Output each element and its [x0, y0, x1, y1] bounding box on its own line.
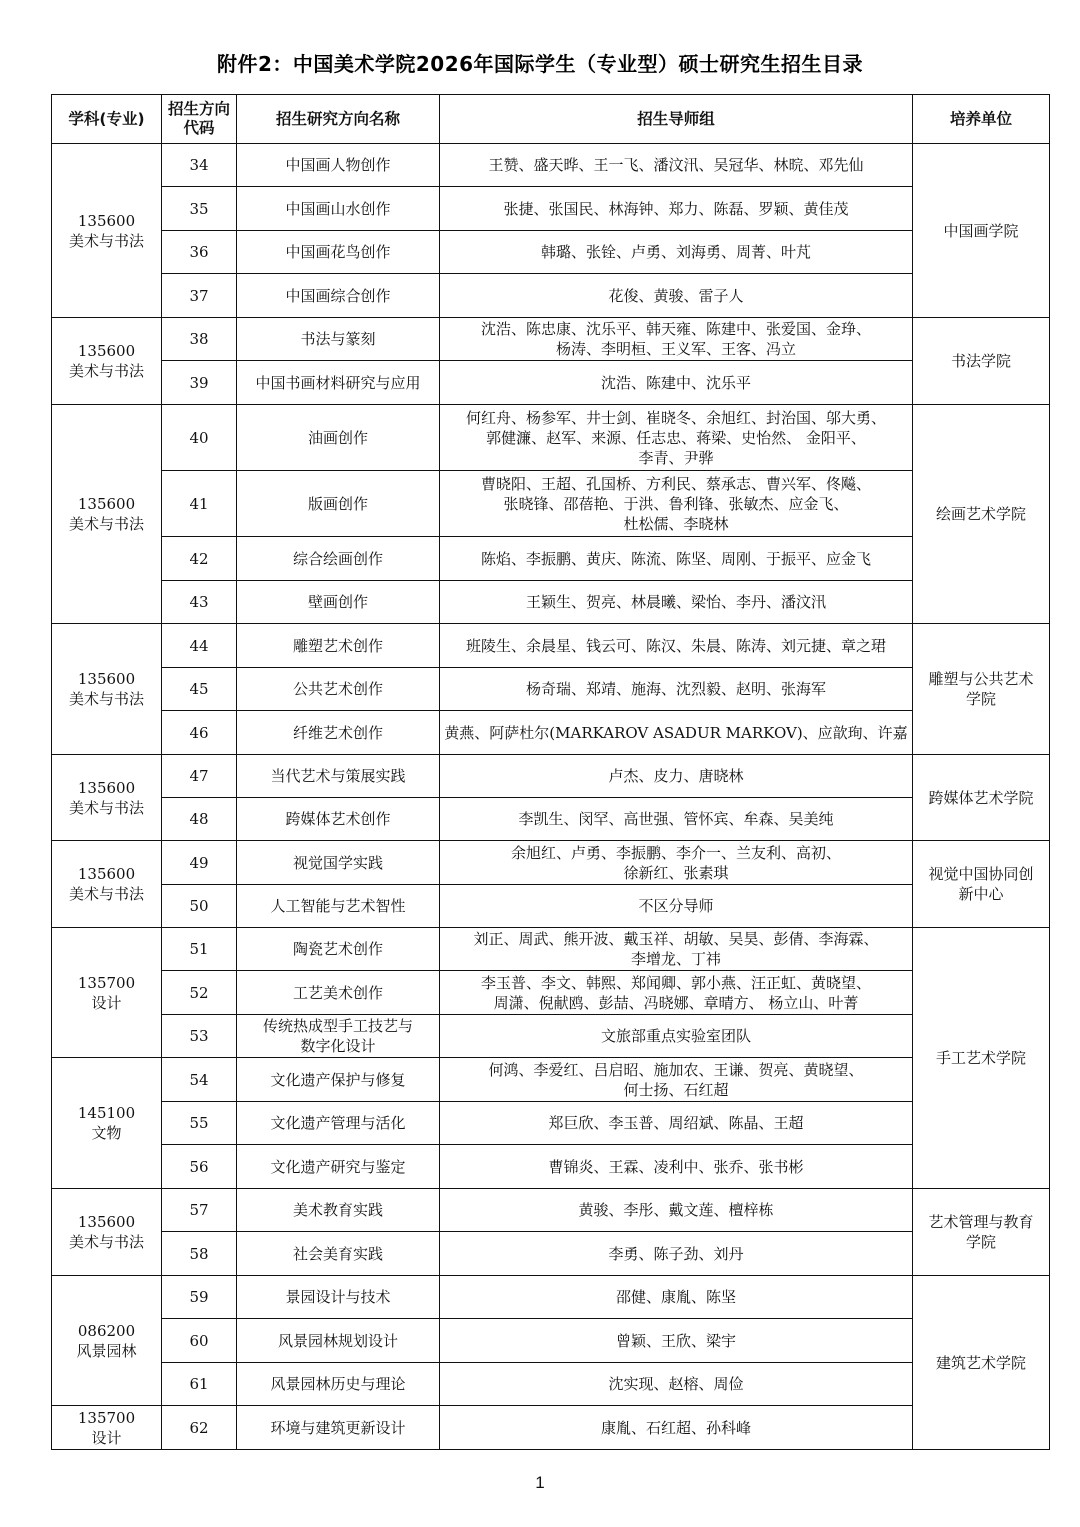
- subject-cell: 135600 美术与书法: [52, 624, 162, 755]
- header-mentors: 招生导师组: [440, 95, 913, 144]
- direction-name: 中国画综合创作: [237, 274, 440, 318]
- direction-name: 文化遗产保护与修复: [237, 1058, 440, 1102]
- table-row: [52, 711, 1050, 755]
- direction-code: 57: [162, 1189, 237, 1232]
- mentor-group: 班陵生、余晨星、钱云可、陈汉、朱晨、陈涛、刘元捷、章之珺: [440, 624, 913, 668]
- mentor-group: 李玉普、李文、韩熙、郑闻卿、郭小燕、汪正虹、黄晓望、 周潇、倪献鸥、彭喆、冯晓娜、章晴方、 杨立山、叶菁: [440, 971, 913, 1015]
- direction-code: 38: [162, 318, 237, 361]
- mentor-group: 郑巨欣、李玉普、周绍斌、陈晶、王超: [440, 1102, 913, 1145]
- direction-code: 37: [162, 274, 237, 318]
- direction-code: 54: [162, 1058, 237, 1102]
- mentor-group: 张捷、张国民、林海钟、郑力、陈磊、罗颖、黄佳茂: [440, 187, 913, 231]
- direction-code: 56: [162, 1145, 237, 1189]
- header-unit: 培养单位: [913, 95, 1050, 144]
- table-row: [52, 1145, 1050, 1189]
- mentor-group: 陈焰、李振鹏、黄庆、陈流、陈坚、周刚、于振平、应金飞: [440, 537, 913, 581]
- direction-name: 风景园林历史与理论: [237, 1363, 440, 1406]
- direction-name: 中国画人物创作: [237, 144, 440, 187]
- direction-name: 书法与篆刻: [237, 318, 440, 361]
- table-row: [52, 187, 1050, 231]
- mentor-group: 王颖生、贺亮、林晨曦、梁怡、李丹、潘汶汛: [440, 581, 913, 624]
- mentor-group: 沈浩、陈建中、沈乐平: [440, 361, 913, 405]
- mentor-group: 余旭红、卢勇、李振鹏、李介一、兰友利、高初、 徐新红、张素琪: [440, 841, 913, 885]
- table-row: [52, 1015, 1050, 1058]
- table-row: [52, 1319, 1050, 1363]
- mentor-group: 韩璐、张铨、卢勇、刘海勇、周菁、叶芃: [440, 231, 913, 274]
- subject-cell: 135600 美术与书法: [52, 1189, 162, 1276]
- subject-cell: 135600 美术与书法: [52, 841, 162, 928]
- mentor-group: 何红舟、杨参军、井士剑、崔晓冬、余旭红、封治国、邬大勇、 郭健濂、赵军、来源、任志忠、蒋梁、史怡然、 金阳平、 李青、尹骅: [440, 405, 913, 471]
- direction-name: 人工智能与艺术智性: [237, 885, 440, 928]
- table-row: [52, 1102, 1050, 1145]
- table-row: [52, 471, 1050, 537]
- mentor-group: 康胤、石红超、孙科峰: [440, 1406, 913, 1450]
- direction-name: 壁画创作: [237, 581, 440, 624]
- mentor-group: 曹晓阳、王超、孔国桥、方利民、蔡承志、曹兴军、佟飚、 张晓锋、邵蓓艳、于洪、鲁利锋、张敏杰、应金飞、 杜松儒、李晓林: [440, 471, 913, 537]
- table-row: [52, 144, 1050, 187]
- direction-name: 陶瓷艺术创作: [237, 928, 440, 971]
- table-row: [52, 885, 1050, 928]
- mentor-group: 沈浩、陈忠康、沈乐平、韩天雍、陈建中、张爱国、金琤、 杨涛、李明桓、王义军、王客、冯立: [440, 318, 913, 361]
- direction-code: 41: [162, 471, 237, 537]
- training-unit: 艺术管理与教育 学院: [913, 1189, 1050, 1276]
- direction-name: 风景园林规划设计: [237, 1319, 440, 1363]
- direction-name: 文化遗产研究与鉴定: [237, 1145, 440, 1189]
- direction-name: 当代艺术与策展实践: [237, 755, 440, 798]
- direction-name: 中国画花鸟创作: [237, 231, 440, 274]
- table-header-row: [52, 95, 1050, 144]
- mentor-group: 李凯生、闵罕、高世强、管怀宾、牟森、吴美纯: [440, 798, 913, 841]
- direction-name: 视觉国学实践: [237, 841, 440, 885]
- direction-name: 公共艺术创作: [237, 668, 440, 711]
- training-unit: 书法学院: [913, 318, 1050, 405]
- direction-name: 中国画山水创作: [237, 187, 440, 231]
- table-row: [52, 1058, 1050, 1102]
- training-unit: 跨媒体艺术学院: [913, 755, 1050, 841]
- direction-name: 美术教育实践: [237, 1189, 440, 1232]
- direction-code: 35: [162, 187, 237, 231]
- table-row: [52, 971, 1050, 1015]
- table-row: [52, 1406, 1050, 1450]
- direction-code: 43: [162, 581, 237, 624]
- direction-name: 环境与建筑更新设计: [237, 1406, 440, 1450]
- header-direction: 招生研究方向名称: [237, 95, 440, 144]
- mentor-group: 花俊、黄骏、雷子人: [440, 274, 913, 318]
- mentor-group: 邵健、康胤、陈坚: [440, 1276, 913, 1319]
- table-row: [52, 1189, 1050, 1232]
- mentor-group: 沈实现、赵榕、周俭: [440, 1363, 913, 1406]
- mentor-group: 曾颖、王欣、梁宇: [440, 1319, 913, 1363]
- training-unit: 雕塑与公共艺术 学院: [913, 624, 1050, 755]
- direction-name: 油画创作: [237, 405, 440, 471]
- mentor-group: 黄燕、阿萨杜尔(MARKAROV ASADUR MARKOV)、应歆珣、许嘉: [440, 711, 913, 755]
- direction-name: 雕塑艺术创作: [237, 624, 440, 668]
- direction-code: 36: [162, 231, 237, 274]
- subject-cell: 135600 美术与书法: [52, 405, 162, 624]
- direction-code: 34: [162, 144, 237, 187]
- mentor-group: 王赞、盛天晔、王一飞、潘汶汛、吴冠华、林晥、邓先仙: [440, 144, 913, 187]
- table-row: [52, 1232, 1050, 1276]
- page-number: 1: [535, 1473, 545, 1492]
- mentor-group: 黄骏、李彤、戴文莲、檀梓栋: [440, 1189, 913, 1232]
- subject-cell: 135700 设计: [52, 928, 162, 1058]
- direction-code: 49: [162, 841, 237, 885]
- header-subject: 学科(专业): [52, 95, 162, 144]
- direction-code: 39: [162, 361, 237, 405]
- table-row: [52, 405, 1050, 471]
- training-unit: 视觉中国协同创 新中心: [913, 841, 1050, 928]
- direction-name: 工艺美术创作: [237, 971, 440, 1015]
- direction-name: 跨媒体艺术创作: [237, 798, 440, 841]
- direction-code: 62: [162, 1406, 237, 1450]
- subject-cell: 145100 文物: [52, 1058, 162, 1189]
- table-row: [52, 231, 1050, 274]
- mentor-group: 李勇、陈子劲、刘丹: [440, 1232, 913, 1276]
- table-row: [52, 537, 1050, 581]
- mentor-group: 杨奇瑞、郑靖、施海、沈烈毅、赵明、张海军: [440, 668, 913, 711]
- table-row: [52, 928, 1050, 971]
- enrollment-catalog-table: [51, 94, 1050, 1450]
- direction-name: 综合绘画创作: [237, 537, 440, 581]
- training-unit: 手工艺术学院: [913, 928, 1050, 1189]
- table-row: [52, 624, 1050, 668]
- direction-name: 中国书画材料研究与应用: [237, 361, 440, 405]
- direction-code: 53: [162, 1015, 237, 1058]
- mentor-group: 曹锦炎、王霖、凌利中、张乔、张书彬: [440, 1145, 913, 1189]
- direction-code: 55: [162, 1102, 237, 1145]
- table-row: [52, 841, 1050, 885]
- direction-name: 传统热成型手工技艺与 数字化设计: [237, 1015, 440, 1058]
- direction-code: 47: [162, 755, 237, 798]
- training-unit: 绘画艺术学院: [913, 405, 1050, 624]
- subject-cell: 135600 美术与书法: [52, 144, 162, 318]
- table-row: [52, 318, 1050, 361]
- header-code: 招生方向 代码: [162, 95, 237, 144]
- direction-code: 48: [162, 798, 237, 841]
- direction-code: 59: [162, 1276, 237, 1319]
- mentor-group: 何鸿、李爱红、吕启昭、施加农、王谦、贺亮、黄晓望、 何士扬、石红超: [440, 1058, 913, 1102]
- table-row: [52, 361, 1050, 405]
- direction-name: 纤维艺术创作: [237, 711, 440, 755]
- subject-cell: 135700 设计: [52, 1406, 162, 1450]
- direction-code: 58: [162, 1232, 237, 1276]
- table-row: [52, 1363, 1050, 1406]
- direction-code: 51: [162, 928, 237, 971]
- direction-code: 50: [162, 885, 237, 928]
- direction-code: 42: [162, 537, 237, 581]
- training-unit: 建筑艺术学院: [913, 1276, 1050, 1450]
- direction-name: 社会美育实践: [237, 1232, 440, 1276]
- table-row: [52, 581, 1050, 624]
- table-row: [52, 668, 1050, 711]
- table-row: [52, 1276, 1050, 1319]
- direction-name: 景园设计与技术: [237, 1276, 440, 1319]
- direction-code: 40: [162, 405, 237, 471]
- direction-name: 文化遗产管理与活化: [237, 1102, 440, 1145]
- direction-name: 版画创作: [237, 471, 440, 537]
- direction-code: 44: [162, 624, 237, 668]
- subject-cell: 135600 美术与书法: [52, 755, 162, 841]
- document-title: 附件2：中国美术学院2026年国际学生（专业型）硕士研究生招生目录: [216, 52, 864, 76]
- training-unit: 中国画学院: [913, 144, 1050, 318]
- table-row: [52, 755, 1050, 798]
- direction-code: 52: [162, 971, 237, 1015]
- table-row: [52, 798, 1050, 841]
- subject-cell: 135600 美术与书法: [52, 318, 162, 405]
- direction-code: 60: [162, 1319, 237, 1363]
- table-row: [52, 274, 1050, 318]
- direction-code: 46: [162, 711, 237, 755]
- mentor-group: 刘正、周武、熊开波、戴玉祥、胡敏、吴昊、彭倩、李海霖、 李增龙、丁祎: [440, 928, 913, 971]
- mentor-group: 文旅部重点实验室团队: [440, 1015, 913, 1058]
- direction-code: 61: [162, 1363, 237, 1406]
- mentor-group: 卢杰、皮力、唐晓林: [440, 755, 913, 798]
- subject-cell: 086200 风景园林: [52, 1276, 162, 1406]
- mentor-group: 不区分导师: [440, 885, 913, 928]
- direction-code: 45: [162, 668, 237, 711]
